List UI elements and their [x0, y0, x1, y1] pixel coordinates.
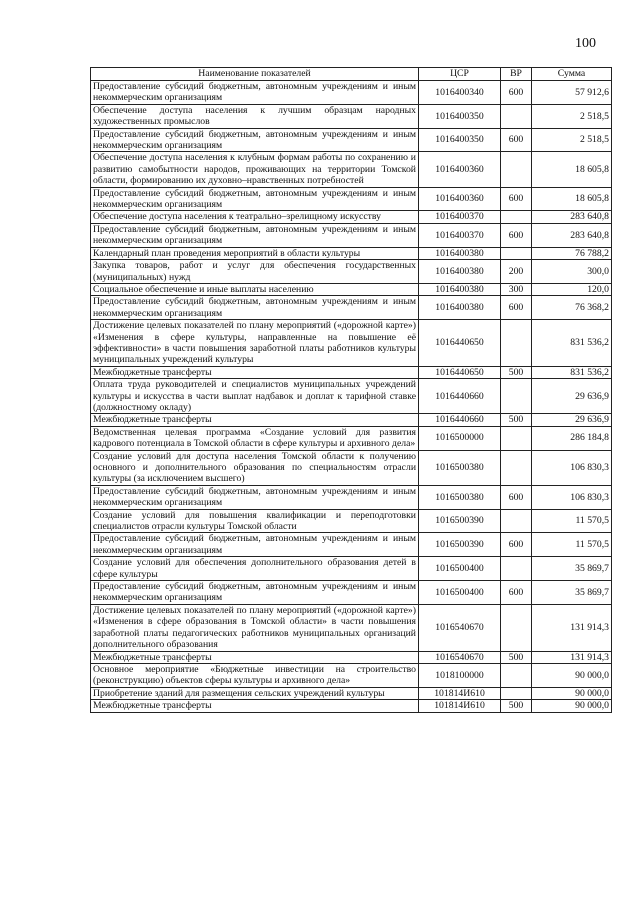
row-csr-cell: 1016500400 — [419, 581, 501, 605]
table-row — [91, 485, 612, 509]
row-csr-cell: 1016400380 — [419, 247, 501, 259]
row-csr-cell: 1018100000 — [419, 663, 501, 687]
row-sum-cell: 131 914,3 — [532, 651, 612, 663]
header-name: Наименование показателей — [91, 68, 419, 81]
row-sum-cell: 283 640,8 — [532, 223, 612, 247]
table-row — [91, 557, 612, 581]
row-vr-cell: 600 — [501, 296, 532, 320]
row-vr-cell — [501, 152, 532, 187]
row-csr-cell: 1016400350 — [419, 128, 501, 152]
row-name-cell: Достижение целевых показателей по плану мероприятий («дорожной карте») «Изменения в сфере культуры, направленные на повышение её эффективности» в части повышения заработной платы работников культуры муниципальных учреждений культуры — [91, 320, 419, 367]
row-name-cell: Межбюджетные трансферты — [91, 700, 419, 712]
row-csr-cell: 1016440650 — [419, 320, 501, 367]
header-sum: Сумма — [532, 68, 612, 81]
table-row — [91, 260, 612, 284]
row-sum-cell: 90 000,0 — [532, 687, 612, 699]
row-sum-cell: 11 570,5 — [532, 533, 612, 557]
row-csr-cell: 1016500400 — [419, 557, 501, 581]
row-vr-cell — [501, 604, 532, 651]
row-csr-cell: 101814И610 — [419, 687, 501, 699]
table-row — [91, 366, 612, 378]
row-csr-cell: 1016500000 — [419, 426, 501, 450]
budget-table — [90, 67, 612, 713]
row-csr-cell: 1016440660 — [419, 379, 501, 414]
row-sum-cell: 2 518,5 — [532, 104, 612, 128]
row-csr-cell: 1016540670 — [419, 651, 501, 663]
row-name-cell: Предоставление субсидий бюджетным, автономным учреждениям и иным некоммерческим организациям — [91, 223, 419, 247]
row-csr-cell: 1016500390 — [419, 509, 501, 533]
row-vr-cell — [501, 104, 532, 128]
row-csr-cell: 1016400370 — [419, 223, 501, 247]
table-row — [91, 533, 612, 557]
row-csr-cell: 1016400380 — [419, 296, 501, 320]
row-csr-cell: 101814И610 — [419, 700, 501, 712]
row-vr-cell: 600 — [501, 485, 532, 509]
row-csr-cell: 1016400360 — [419, 187, 501, 211]
row-name-cell: Обеспечение доступа населения к клубным формам работы по сохранению и развитию самобытности народов, проживающих на территории Томской области, формированию их духовно–нравственных потребностей — [91, 152, 419, 187]
row-sum-cell: 120,0 — [532, 283, 612, 295]
row-sum-cell: 29 636,9 — [532, 414, 612, 426]
row-sum-cell: 57 912,6 — [532, 81, 612, 105]
row-name-cell: Предоставление субсидий бюджетным, автономным учреждениям и иным некоммерческим организациям — [91, 187, 419, 211]
row-vr-cell: 600 — [501, 128, 532, 152]
row-name-cell: Создание условий для повышения квалификации и переподготовки специалистов отрасли культуры Томской области — [91, 509, 419, 533]
row-sum-cell: 831 536,2 — [532, 320, 612, 367]
row-name-cell: Межбюджетные трансферты — [91, 366, 419, 378]
row-vr-cell: 500 — [501, 700, 532, 712]
row-sum-cell: 300,0 — [532, 260, 612, 284]
row-name-cell: Оплата труда руководителей и специалистов муниципальных учреждений культуры и искусства в части выплат надбавок и доплат к тарифной ставке (должностному окладу) — [91, 379, 419, 414]
row-vr-cell: 500 — [501, 414, 532, 426]
row-name-cell: Межбюджетные трансферты — [91, 414, 419, 426]
row-csr-cell: 1016500390 — [419, 533, 501, 557]
header-csr: ЦСР — [419, 68, 501, 81]
row-sum-cell: 11 570,5 — [532, 509, 612, 533]
row-csr-cell: 1016440650 — [419, 366, 501, 378]
row-vr-cell — [501, 247, 532, 259]
table-row — [91, 700, 612, 712]
row-name-cell: Календарный план проведения мероприятий в области культуры — [91, 247, 419, 259]
table-row — [91, 320, 612, 367]
table-row — [91, 296, 612, 320]
row-name-cell: Достижение целевых показателей по плану мероприятий («дорожной карте») «Изменения в сфере образования в Томской области» в части повышения заработной платы педагогических работников муниципальных организаций дополнительного образования — [91, 604, 419, 651]
table-row — [91, 187, 612, 211]
row-sum-cell: 18 605,8 — [532, 187, 612, 211]
row-csr-cell: 1016400380 — [419, 260, 501, 284]
row-sum-cell: 35 869,7 — [532, 581, 612, 605]
row-sum-cell: 286 184,8 — [532, 426, 612, 450]
row-sum-cell: 76 368,2 — [532, 296, 612, 320]
row-vr-cell: 500 — [501, 651, 532, 663]
row-name-cell: Создание условий для обеспечения дополнительного образования детей в сфере культуры — [91, 557, 419, 581]
row-sum-cell: 29 636,9 — [532, 379, 612, 414]
row-name-cell: Предоставление субсидий бюджетным, автономным учреждениям и иным некоммерческим организациям — [91, 533, 419, 557]
table-body — [91, 81, 612, 713]
row-sum-cell: 2 518,5 — [532, 128, 612, 152]
row-name-cell: Обеспечение доступа населения к театрально–зрелищному искусству — [91, 211, 419, 223]
table-row — [91, 426, 612, 450]
row-sum-cell: 76 788,2 — [532, 247, 612, 259]
table-row — [91, 152, 612, 187]
row-vr-cell: 300 — [501, 283, 532, 295]
table-row — [91, 379, 612, 414]
table-row — [91, 450, 612, 485]
row-name-cell: Межбюджетные трансферты — [91, 651, 419, 663]
row-csr-cell: 1016440660 — [419, 414, 501, 426]
row-vr-cell — [501, 450, 532, 485]
row-vr-cell: 600 — [501, 223, 532, 247]
row-vr-cell: 500 — [501, 366, 532, 378]
row-csr-cell: 1016500380 — [419, 450, 501, 485]
header-row — [91, 68, 612, 81]
table-row — [91, 604, 612, 651]
table-row — [91, 128, 612, 152]
row-vr-cell — [501, 509, 532, 533]
row-vr-cell — [501, 320, 532, 367]
table-row — [91, 663, 612, 687]
row-name-cell: Предоставление субсидий бюджетным, автономным учреждениям и иным некоммерческим организациям — [91, 485, 419, 509]
row-csr-cell: 1016540670 — [419, 604, 501, 651]
table-row — [91, 509, 612, 533]
table-row — [91, 247, 612, 259]
row-sum-cell: 18 605,8 — [532, 152, 612, 187]
row-sum-cell: 106 830,3 — [532, 485, 612, 509]
row-sum-cell: 90 000,0 — [532, 700, 612, 712]
row-csr-cell: 1016400370 — [419, 211, 501, 223]
header-vr: ВР — [501, 68, 532, 81]
row-vr-cell — [501, 426, 532, 450]
row-name-cell: Основное мероприятие «Бюджетные инвестиции на строительство (реконструкцию) объектов сферы культуры и архивного дела» — [91, 663, 419, 687]
row-name-cell: Предоставление субсидий бюджетным, автономным учреждениям и иным некоммерческим организациям — [91, 581, 419, 605]
row-sum-cell: 106 830,3 — [532, 450, 612, 485]
table-row — [91, 81, 612, 105]
table-row — [91, 223, 612, 247]
row-name-cell: Создание условий для доступа населения Томской области к получению основного и дополнительного образования по специальностям отрасли культуры (за исключением высшего) — [91, 450, 419, 485]
row-sum-cell: 35 869,7 — [532, 557, 612, 581]
row-vr-cell: 200 — [501, 260, 532, 284]
row-name-cell: Закупка товаров, работ и услуг для обеспечения государственных (муниципальных) нужд — [91, 260, 419, 284]
row-vr-cell: 600 — [501, 187, 532, 211]
row-vr-cell: 600 — [501, 581, 532, 605]
row-name-cell: Ведомственная целевая программа «Создание условий для развития кадрового потенциала в Томской области в сфере культуры и архивного дела» — [91, 426, 419, 450]
row-name-cell: Приобретение зданий для размещения сельских учреждений культуры — [91, 687, 419, 699]
table-row — [91, 283, 612, 295]
row-vr-cell — [501, 211, 532, 223]
row-sum-cell: 131 914,3 — [532, 604, 612, 651]
table-row — [91, 581, 612, 605]
table-row — [91, 104, 612, 128]
row-sum-cell: 90 000,0 — [532, 663, 612, 687]
row-vr-cell: 600 — [501, 533, 532, 557]
row-name-cell: Социальное обеспечение и иные выплаты населению — [91, 283, 419, 295]
table-row — [91, 687, 612, 699]
row-csr-cell: 1016400360 — [419, 152, 501, 187]
row-vr-cell — [501, 379, 532, 414]
row-vr-cell: 600 — [501, 81, 532, 105]
row-sum-cell: 831 536,2 — [532, 366, 612, 378]
row-csr-cell: 1016400380 — [419, 283, 501, 295]
row-name-cell: Предоставление субсидий бюджетным, автономным учреждениям и иным некоммерческим организациям — [91, 296, 419, 320]
page-number: 100 — [575, 36, 596, 51]
row-csr-cell: 1016400350 — [419, 104, 501, 128]
row-vr-cell — [501, 663, 532, 687]
row-name-cell: Предоставление субсидий бюджетным, автономным учреждениям и иным некоммерческим организациям — [91, 81, 419, 105]
table-row — [91, 651, 612, 663]
row-name-cell: Предоставление субсидий бюджетным, автономным учреждениям и иным некоммерческим организациям — [91, 128, 419, 152]
row-csr-cell: 1016500380 — [419, 485, 501, 509]
row-vr-cell — [501, 687, 532, 699]
table-row — [91, 211, 612, 223]
row-vr-cell — [501, 557, 532, 581]
row-csr-cell: 1016400340 — [419, 81, 501, 105]
table-row — [91, 414, 612, 426]
row-sum-cell: 283 640,8 — [532, 211, 612, 223]
row-name-cell: Обеспечение доступа населения к лучшим образцам народных художественных промыслов — [91, 104, 419, 128]
